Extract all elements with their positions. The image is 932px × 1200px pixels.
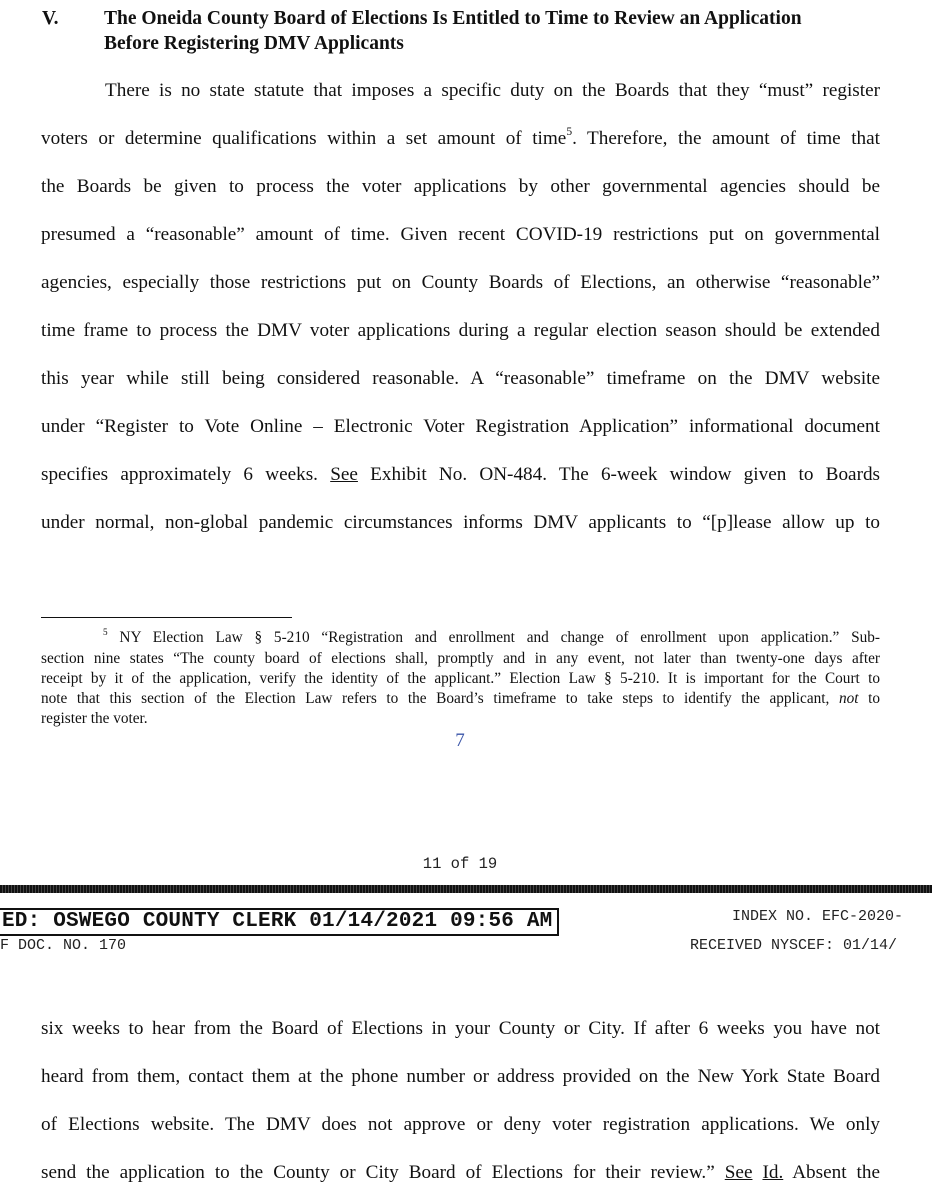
- body-text: Exhibit No. ON-484. The 6-week window given to Boards: [370, 464, 881, 485]
- body-line: six weeks to hear from the Board of Elections in your County or City. If after 6 weeks you have not: [41, 1018, 880, 1039]
- body-text: voters or determine qualifications within a set amount of time: [41, 128, 567, 149]
- filing-header-bar: [0, 885, 932, 893]
- body-line: [41, 1162, 880, 1184]
- body-line: time frame to process the DMV voter applications during a regular election season should be extended: [41, 320, 880, 341]
- body-line: this year while still being considered reasonable. A “reasonable” timeframe on the DMV website: [41, 368, 880, 389]
- page-number: 7: [455, 730, 465, 751]
- footnote-text: to: [868, 690, 880, 707]
- footnote-divider: [41, 617, 292, 618]
- index-number: INDEX NO. EFC-2020-: [732, 908, 904, 925]
- body-text: . Therefore, the amount of time that: [572, 128, 880, 149]
- body-line: of Elections website. The DMV does not approve or deny voter registration applications. We only: [41, 1114, 880, 1135]
- section-title: [104, 6, 904, 56]
- body-line: [41, 464, 880, 486]
- body-line: agencies, especially those restrictions put on County Boards of Elections, an otherwise “reasonable”: [41, 272, 880, 293]
- footnote-line: receipt by it of the application, verify the identity of the applicant.” Election Law § 5-210. It is important for the Court to: [41, 670, 880, 687]
- body-line: heard from them, contact them at the phone number or address provided on the New York State Board: [41, 1066, 880, 1087]
- footnote-line: register the voter.: [41, 710, 148, 727]
- body-line: under “Register to Vote Online – Electronic Voter Registration Application” informational document: [41, 416, 880, 437]
- body-text: send the application to the County or City Board of Elections for their review.”: [41, 1162, 715, 1183]
- received-date: RECEIVED NYSCEF: 01/14/: [690, 937, 898, 954]
- footnote-reference: 5: [566, 126, 573, 138]
- footnote-line: [103, 629, 880, 647]
- page-counter: 11 of 19: [422, 855, 498, 873]
- body-line: There is no state statute that imposes a specific duty on the Boards that they “must” register: [105, 80, 880, 101]
- body-line: [41, 128, 880, 150]
- footnote-text: NY Election Law § 5-210 “Registration and enrollment and change of enrollment upon application.” Sub-: [119, 629, 881, 646]
- see-citation: See: [724, 1162, 753, 1183]
- body-line: the Boards be given to process the voter applications by other governmental agencies should be: [41, 176, 880, 197]
- body-text: Absent the: [792, 1162, 880, 1183]
- footnote-line: [41, 690, 880, 708]
- section-number: V.: [42, 8, 59, 29]
- doc-number: F DOC. NO. 170: [0, 937, 127, 954]
- section-title-line: Before Registering DMV Applicants: [104, 33, 404, 54]
- footnote-emphasis: not: [838, 690, 859, 707]
- section-title-line: The Oneida County Board of Elections Is Entitled to Time to Review an Application: [104, 8, 802, 29]
- footnote-line: section nine states “The county board of elections shall, promptly and in any event, not later than twenty-one days after: [41, 650, 880, 667]
- body-line: under normal, non-global pandemic circumstances informs DMV applicants to “[p]lease allow up to: [41, 512, 880, 533]
- filing-stamp: ED: OSWEGO COUNTY CLERK 01/14/2021 09:56 AM: [0, 908, 559, 936]
- body-line: presumed a “reasonable” amount of time. Given recent COVID-19 restrictions put on governmental: [41, 224, 880, 245]
- body-text: specifies approximately 6 weeks.: [41, 464, 318, 485]
- see-citation: See: [330, 464, 358, 485]
- id-citation: Id.: [762, 1162, 784, 1183]
- footnote-marker: 5: [103, 627, 108, 637]
- footnote-text: note that this section of the Election Law refers to the Board’s timeframe to take steps to identify the applicant,: [41, 690, 830, 707]
